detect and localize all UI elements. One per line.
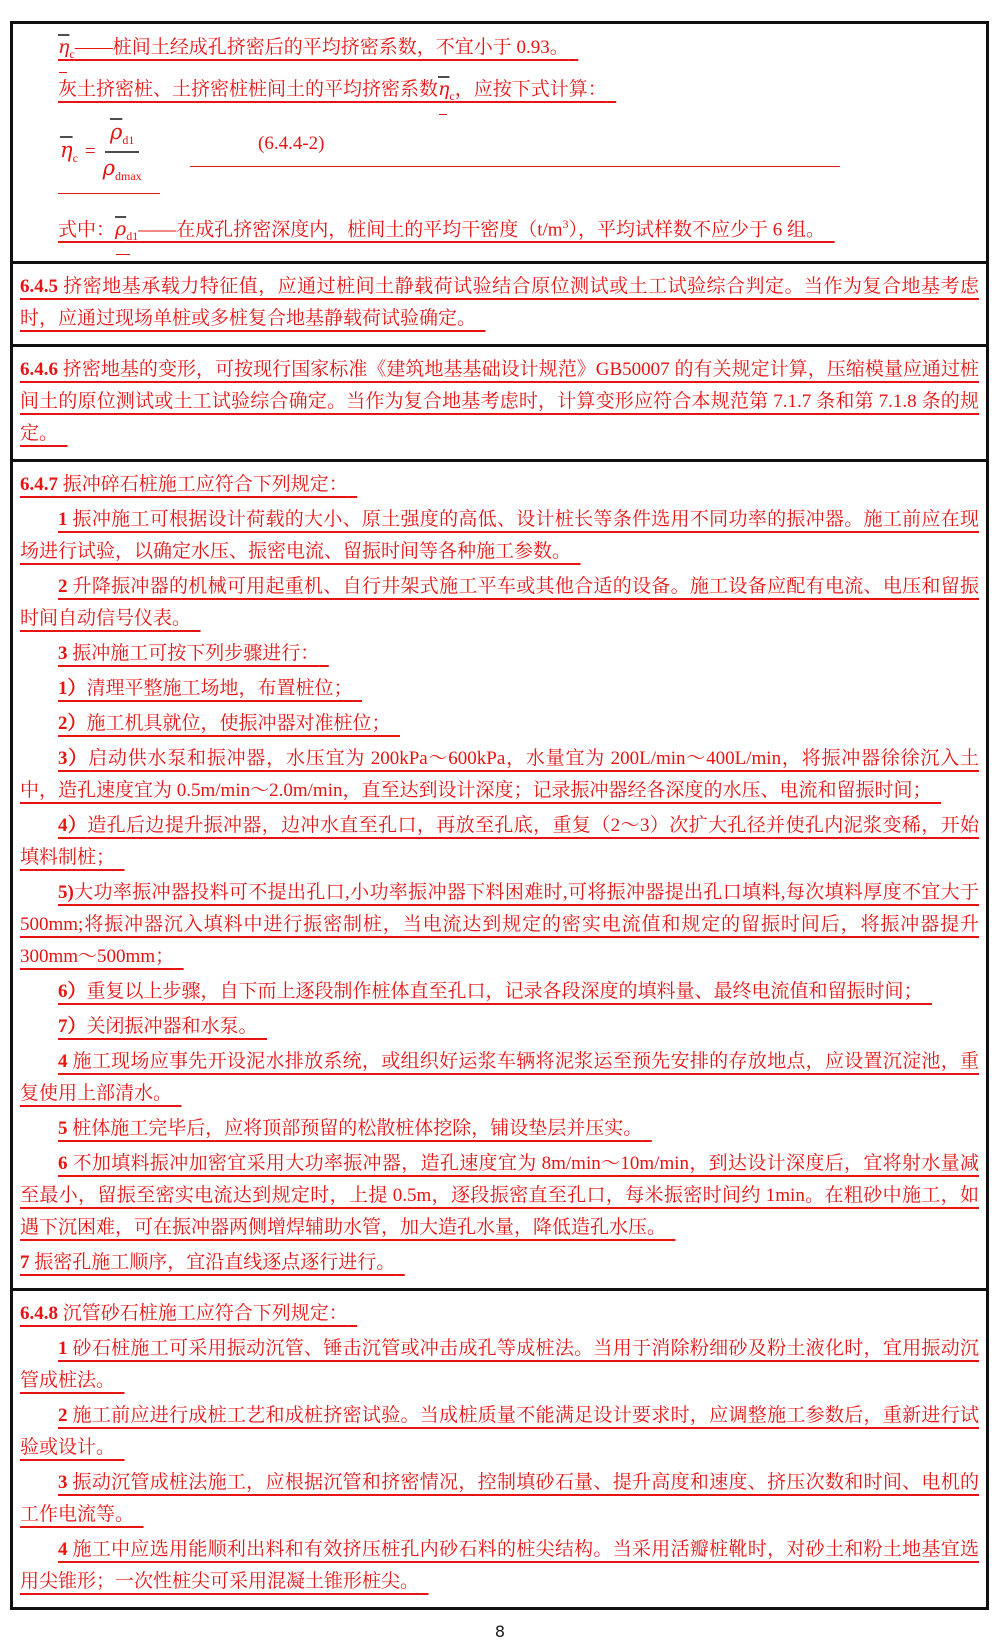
- fraction-numerator: $\overline{\rho}_{d1}$: [105, 120, 139, 153]
- equals-sign: =: [84, 140, 96, 162]
- item-6: 6 不加填料振冲加密宜采用大功率振冲器，造孔速度宜为 8m/min～10m/min，到达设计深度后，宜将射水量减至最小，留振至密实电流达到规定时，上提 0.5m，逐段振密直至孔口，每米振密时间约 1min。在粗砂中施工，如遇下沉困难，可在振冲器两侧增焊辅助水管，加大造孔水量，降低造孔水压。: [20, 1152, 979, 1238]
- step-7: 7）关闭振冲器和水泵。: [58, 1015, 258, 1037]
- rho-bar-symbol: $\rho_{d1}$: [115, 217, 139, 243]
- row-formula-definition: [13, 24, 986, 261]
- step-6: 6）重复以上步骤，自下而上逐段制作桩体直至孔口，记录各段深度的填料量、最终电流值和留振时间；: [58, 980, 923, 1002]
- superscript-3: 3: [562, 216, 569, 231]
- equation-6-4-4-2: [58, 116, 979, 200]
- eta-definition-text: ——桩间土经成孔挤密后的平均挤密系数，不宜小于 0.93。: [74, 37, 569, 58]
- clause-6-4-5: [20, 271, 979, 335]
- equation-lhs: [58, 116, 160, 194]
- clause-6-4-7-title: [20, 469, 979, 501]
- where-clause-line: [20, 208, 979, 252]
- step-3: 3）启动供水泵和振冲器，水压宜为 200kPa～600kPa，水量宜为 200L/min～400L/min，将振冲器徐徐沉入土中，造孔速度宜为 0.5m/min～2.0m/min，直至达到设计深度；记录振冲器经各深度的水压、电流和留振时间；: [20, 747, 979, 801]
- step-5: 5)大功率振冲器投料可不提出孔口,小功率振冲器下料困难时,可将振冲器提出孔口填料,每次填料厚度不宜大于 500mm;将振冲器沉入填料中进行振密制桩，当电流达到规定的密实电流值和规定的留振时间后，将振冲器提升 300mm～500mm；: [20, 881, 979, 967]
- eta-bar-symbol: $\eta_c$: [58, 36, 75, 61]
- clause-6-4-6: [20, 354, 979, 450]
- clause-text: 挤密地基的变形，可按现行国家标准《建筑地基基础设计规范》GB50007 的有关规定计算，压缩模量应通过桩间土的原位测试或土工试验综合确定。当作为复合地基考虑时，计算变形应符合本规范第 7.1.7 条和第 7.1.8 条的规定。: [20, 358, 979, 444]
- clause-number: 6.4.6: [20, 358, 58, 380]
- row-clause-6-4-5: [13, 261, 986, 344]
- fraction-denominator: $\rho_{dmax}$: [102, 155, 142, 183]
- document-page: [0, 21, 1000, 1641]
- item-2: 2 施工前应进行成桩工艺和成桩挤密试验。当成桩质量不能满足设计要求时，应调整施工参数后，重新进行试验或设计。: [20, 1404, 979, 1458]
- item-1: 1 砂石桩施工可采用振动沉管、锤击沉管或冲击成孔等成桩法。当用于消除粉细砂及粉土液化时，宜用振动沉管成桩法。: [20, 1337, 979, 1391]
- spec-table: [10, 21, 989, 1610]
- item-1: 1 振冲施工可根据设计荷载的大小、原土强度的高低、设计桩长等条件选用不同功率的振冲器。施工前应在现场进行试验，以确定水压、振密电流、留振时间等各种施工参数。: [20, 508, 979, 562]
- step-1: 1）清理平整施工场地，布置桩位；: [58, 677, 353, 699]
- where-text-b: ），平均试样数不应少于 6 组。: [568, 218, 826, 240]
- row-clause-6-4-7: [13, 459, 986, 1288]
- equation-rule-line: [190, 166, 840, 167]
- clause-6-4-8-title: [20, 1298, 979, 1330]
- page-number: 8: [494, 1621, 506, 1641]
- item-3: 3 振动沉管成桩法施工，应根据沉管和挤密情况，控制填砂石量、提升高度和速度、挤压次数和时间、电机的工作电流等。: [20, 1471, 979, 1525]
- calc-text-after: ，应按下式计算：: [454, 78, 607, 100]
- equation-number: (6.4.4-2): [258, 132, 325, 154]
- row-clause-6-4-8: [13, 1288, 986, 1607]
- item-2: 2 升降振冲器的机械可用起重机、自行井架式施工平车或其他合适的设备。施工设备应配有电流、电压和留振时间自动信号仪表。: [20, 575, 979, 629]
- where-text-a: ——在成孔挤密深度内，桩间土的平均干密度（t/m: [138, 218, 563, 240]
- step-4: 4）造孔后边提升振冲器，边冲水直至孔口，再放至孔底，重复（2～3）次扩大孔径并使孔内泥浆变稀，开始填料制桩；: [20, 814, 979, 868]
- eta-definition-line: [20, 31, 979, 70]
- row-clause-6-4-6: [13, 344, 986, 459]
- step-2: 2）施工机具就位，使振冲器对准桩位；: [58, 712, 391, 734]
- clause-number: 6.4.5: [20, 275, 58, 297]
- item-7: 7 振密孔施工顺序，宜沿直线逐点逐行进行。: [20, 1251, 396, 1273]
- calc-text-before: 灰土挤密桩、土挤密桩桩间土的平均挤密系数: [58, 78, 439, 100]
- fraction: [103, 120, 142, 184]
- clause-text: 挤密地基承载力特征值，应通过桩间土静载荷试验结合原位测试或土工试验综合判定。当作为复合地基考虑时，应通过现场单桩或多桩复合地基静载荷试验确定。: [20, 275, 979, 329]
- eta-bar-symbol: $\eta_c$: [438, 77, 455, 103]
- where-prefix: 式中：: [58, 218, 116, 240]
- clause-number: 6.4.7: [20, 473, 58, 495]
- clause-title-text: 沉管砂石桩施工应符合下列规定：: [58, 1302, 348, 1324]
- item-3: 3 振冲施工可按下列步骤进行：: [58, 642, 320, 664]
- item-4: 4 施工中应选用能顺利出料和有效挤压桩孔内砂石料的桩尖结构。当采用活瓣桩靴时，对砂土和粉土地基宜选用尖锥形；一次性桩尖可采用混凝土锥形桩尖。: [20, 1538, 979, 1592]
- clause-title-text: 振冲碎石桩施工应符合下列规定：: [58, 473, 348, 495]
- item-5: 5 桩体施工完毕后，应将顶部预留的松散桩体挖除，铺设垫层并压实。: [58, 1117, 643, 1139]
- item-4: 4 施工现场应事先开设泥水排放系统，或组织好运浆车辆将泥浆运至预先安排的存放地点，应设置沉淀池，重复使用上部清水。: [20, 1050, 979, 1104]
- calc-instruction-line: [20, 73, 979, 112]
- clause-number: 6.4.8: [20, 1302, 58, 1324]
- eta-bar-symbol: $\overline{\eta}_c$: [60, 137, 78, 165]
